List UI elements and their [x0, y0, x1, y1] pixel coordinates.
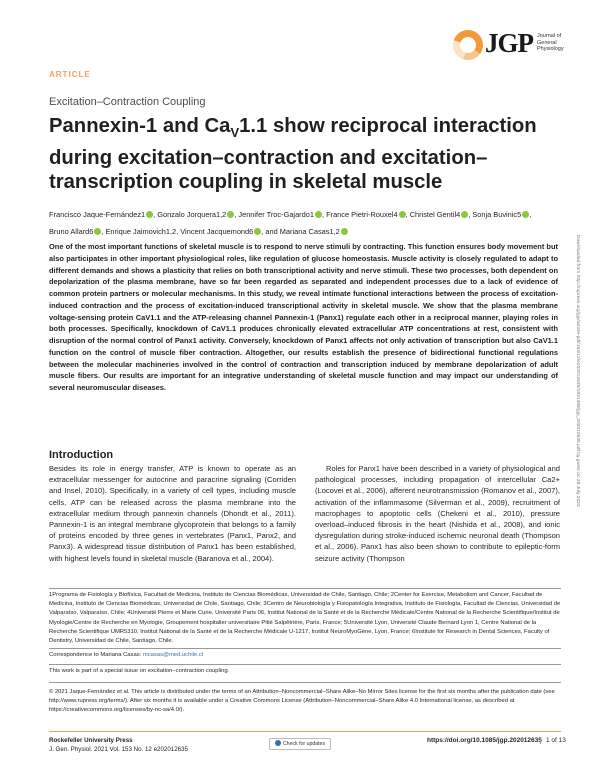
check-updates-icon [275, 740, 281, 746]
author[interactable]: Gonzalo Jorquera1,2 [157, 210, 227, 219]
author[interactable]: France Pietri-Rouxel4 [326, 210, 398, 219]
logo-subtitle: Journal of General Physiology [537, 33, 564, 52]
correspondence-label: Correspondence to Mariana Casas: [49, 652, 143, 658]
orcid-icon[interactable] [461, 211, 468, 218]
orcid-icon[interactable] [341, 228, 348, 235]
author[interactable]: Enrique Jaimovich1,2 [105, 226, 177, 236]
author[interactable]: Francisco Jaque-Fernández1 [49, 210, 146, 219]
orcid-icon[interactable] [94, 228, 101, 235]
orcid-icon[interactable] [522, 211, 529, 218]
author[interactable]: Vincent Jacquemond6 [180, 226, 254, 236]
author[interactable]: Jennifer Troc-Gajardo1 [238, 210, 314, 219]
license-statement: © 2021 Jaque-Fernández et al. This article is distributed under the terms of an Attribution–Noncommercial–Share Alike–No Mirror Sites license for the first six months after the publication date (see http://www.rupress.org/terms/). After six months it is available under a Creative Commons License (Attribution–Noncommercial–Share Alike 4.0 International license, as described at https://creativecommons.org/licenses/by-nc-sa/4.0/). [49, 689, 555, 714]
intro-column-2: Roles for Panx1 have been described in a variety of physiological and pathological processes, including propagation of intercellular Ca2+ (Locovei et al., 2006), afferent neurotransmission (Romanov et al., 2007), activation of the inflammasome (Silverman et al., 2009), recruitment of macrophages to apoptotic cells (Chekeni et al., 2010), pressure overload–induced fibrosis in the heart (Nishida et al., 2008), and ionic dysregulation during stroke-induced ischemic neuronal death (Thompson et al., 2006). Panx1 has also been shown to contribute to epileptic-form seizure activity (Thompson [315, 464, 560, 563]
divider [49, 682, 561, 683]
author-list: Francisco Jaque-Fernández1 , Gonzalo Jorquera1,2 , Jennifer Troc-Gajardo1 , France Pietri-Rouxel4 , Christel Gentil4 , Sonja Buvinic5 , Bruno Allard6 , Enrique Jaimovich1,2, Vincent Jacquemond6 , and Mariana Casas1,2 [49, 210, 532, 236]
divider [49, 664, 561, 665]
footer-divider [49, 731, 561, 732]
journal-logo [453, 26, 571, 62]
article-title [49, 114, 569, 195]
affiliations: 1Programa de Fisiología y Biofísica, Facultad de Medicina, Instituto de Ciencias Biomédicas, Universidad de Chile, Santiago, Chile; 2Center for Exercise, Metabolism and Cancer, Facultad de Medicina, Instituto de Ciencias Biomédicas, Universidad de Chile, Santiago, Chile; 3Centro de Neurobiología y Fisiopatología Integrativa, Instituto de Fisiología, Facultad de Ciencias, Universidad de Valparaíso, Valparaíso, Chile; 4Université Pierre et Marie Curie, Université Paris 06, Institut National de la Santé et de la Recherche Médicale/Centre National de la Recherche Scientifique/Institut de Myologie/Centre de Recherche en Myologie, Groupement hospitalier universitaire Pitié Salpêtrière, Paris, France; 5Université Lyon, Université Claude Bernard Lyon 1, Centre National de la Recherche Scientifique UMR5310, Institut National de la Santé et de la Recherche Médicale U-1217, Institut NeuroMyoGène, Lyon, France; 6Institute for Research in Dental Sciences, Faculty of Dentistry, Universidad de Chile, Santiago, Chile. [49, 592, 561, 645]
doi-link[interactable]: https://doi.org/10.1085/jgp.202012635 [427, 737, 542, 744]
article-category: Excitation–Contraction Coupling [49, 96, 206, 108]
orcid-icon[interactable] [227, 211, 234, 218]
page-number: 1 of 13 [540, 737, 566, 744]
orcid-icon[interactable] [315, 211, 322, 218]
publisher-name: Rockefeller University Press [49, 737, 133, 744]
logo-text: JGP [485, 28, 533, 58]
check-for-updates-button[interactable] [269, 738, 331, 750]
orcid-icon[interactable] [399, 211, 406, 218]
title-part-1: Pannexin-1 and Ca [49, 115, 231, 137]
check-updates-label: Check for updates [282, 741, 326, 747]
download-note [571, 235, 581, 695]
intro-column-1: Besides its role in energy transfer, ATP is known to operate as an extracellular messenger for autocrine and paracrine signaling (Corriden and Insel, 2010). Specifically, in a variety of cell types, including muscle cells, ATP can be released across the plasma membrane into the extracellular medium through pannexin channels (Dhondt et al., 2011). Pannexin-1 is an integral membrane glycoprotein that belongs to a family of proteins encoded by three genes in vertebrates (Panx1, Panx2, and Panx3). A widespread tissue distribution of Panx1 has been established, with highest levels found in skeletal muscle (Baranova et al., 2004). [49, 464, 296, 563]
title-part-2: 1.1 show reciprocal interaction during excitation–contraction and excitation–transcription coupling in skeletal muscle [49, 115, 537, 194]
article-type: ARTICLE [49, 70, 91, 79]
correspondence-email-link[interactable]: mcasas@med.uchile.cl [142, 652, 204, 658]
author[interactable]: Sonja Buvinic5 [472, 210, 522, 219]
special-issue-note: This work is part of a special issue on excitation–contraction coupling. [49, 668, 230, 674]
citation: J. Gen. Physiol. 2021 Vol. 153 No. 12 e202012635 [49, 746, 188, 753]
author[interactable]: Christel Gentil4 [409, 210, 461, 219]
section-heading-introduction: Introduction [49, 449, 114, 461]
author[interactable]: Bruno Allard6 [49, 226, 94, 236]
orcid-icon[interactable] [146, 211, 153, 218]
author[interactable]: and Mariana Casas1,2 [265, 226, 340, 236]
download-note-text: Downloaded from http://rupress.org/jgp/article-pdf/153/12/e202012635/1831389/jgp_202012635.pdf by guest on 28 July 2023 [575, 235, 580, 507]
correspondence [49, 652, 203, 658]
orcid-icon[interactable] [254, 228, 261, 235]
logo-mark-icon [453, 30, 483, 60]
abstract: One of the most important functions of skeletal muscle is to respond to nerve stimuli by contracting. This function ensures body movement but also participates in other important physiological roles, like regulation of glucose homeostasis. Muscle activity is closely regulated to adapt to different demands and shows a plasticity that relies on both transcriptional activity and nerve stimuli. These two processes, both dependent on depolarization of the plasma membrane, have so far been regarded as separated and independent processes due to a lack of evidence of common protein partners or molecular mechanisms. In this study, we reveal intimate functional interactions between the process of excitation-induced contraction and the process of excitation-induced transcriptional activity in skeletal muscle. We show that the plasma membrane voltage-sensing protein CaV1.1 and the ATP-releasing channel Pannexin-1 (Panx1) regulate each other in a reciprocal manner, playing roles in both processes. Specifically, knockdown of CaV1.1 produces chronically elevated extracellular ATP concentrations at rest, consistent with disruption of the normal control of Panx1 activity. Conversely, knockdown of Panx1 affects not only activation of transcription but also CaV1.1 function on the control of muscle fiber contraction. Altogether, our results establish the presence of bidirectional functional regulations between the molecular machineries involved in the control of contraction and transcription induced by membrane depolarization of adult muscle fibers. Our results are important for an integrative understanding of skeletal muscle function and may impact our understanding of several neuromuscular diseases. [49, 242, 558, 392]
divider [49, 588, 561, 589]
title-subscript: V [230, 125, 240, 141]
divider [49, 648, 561, 649]
